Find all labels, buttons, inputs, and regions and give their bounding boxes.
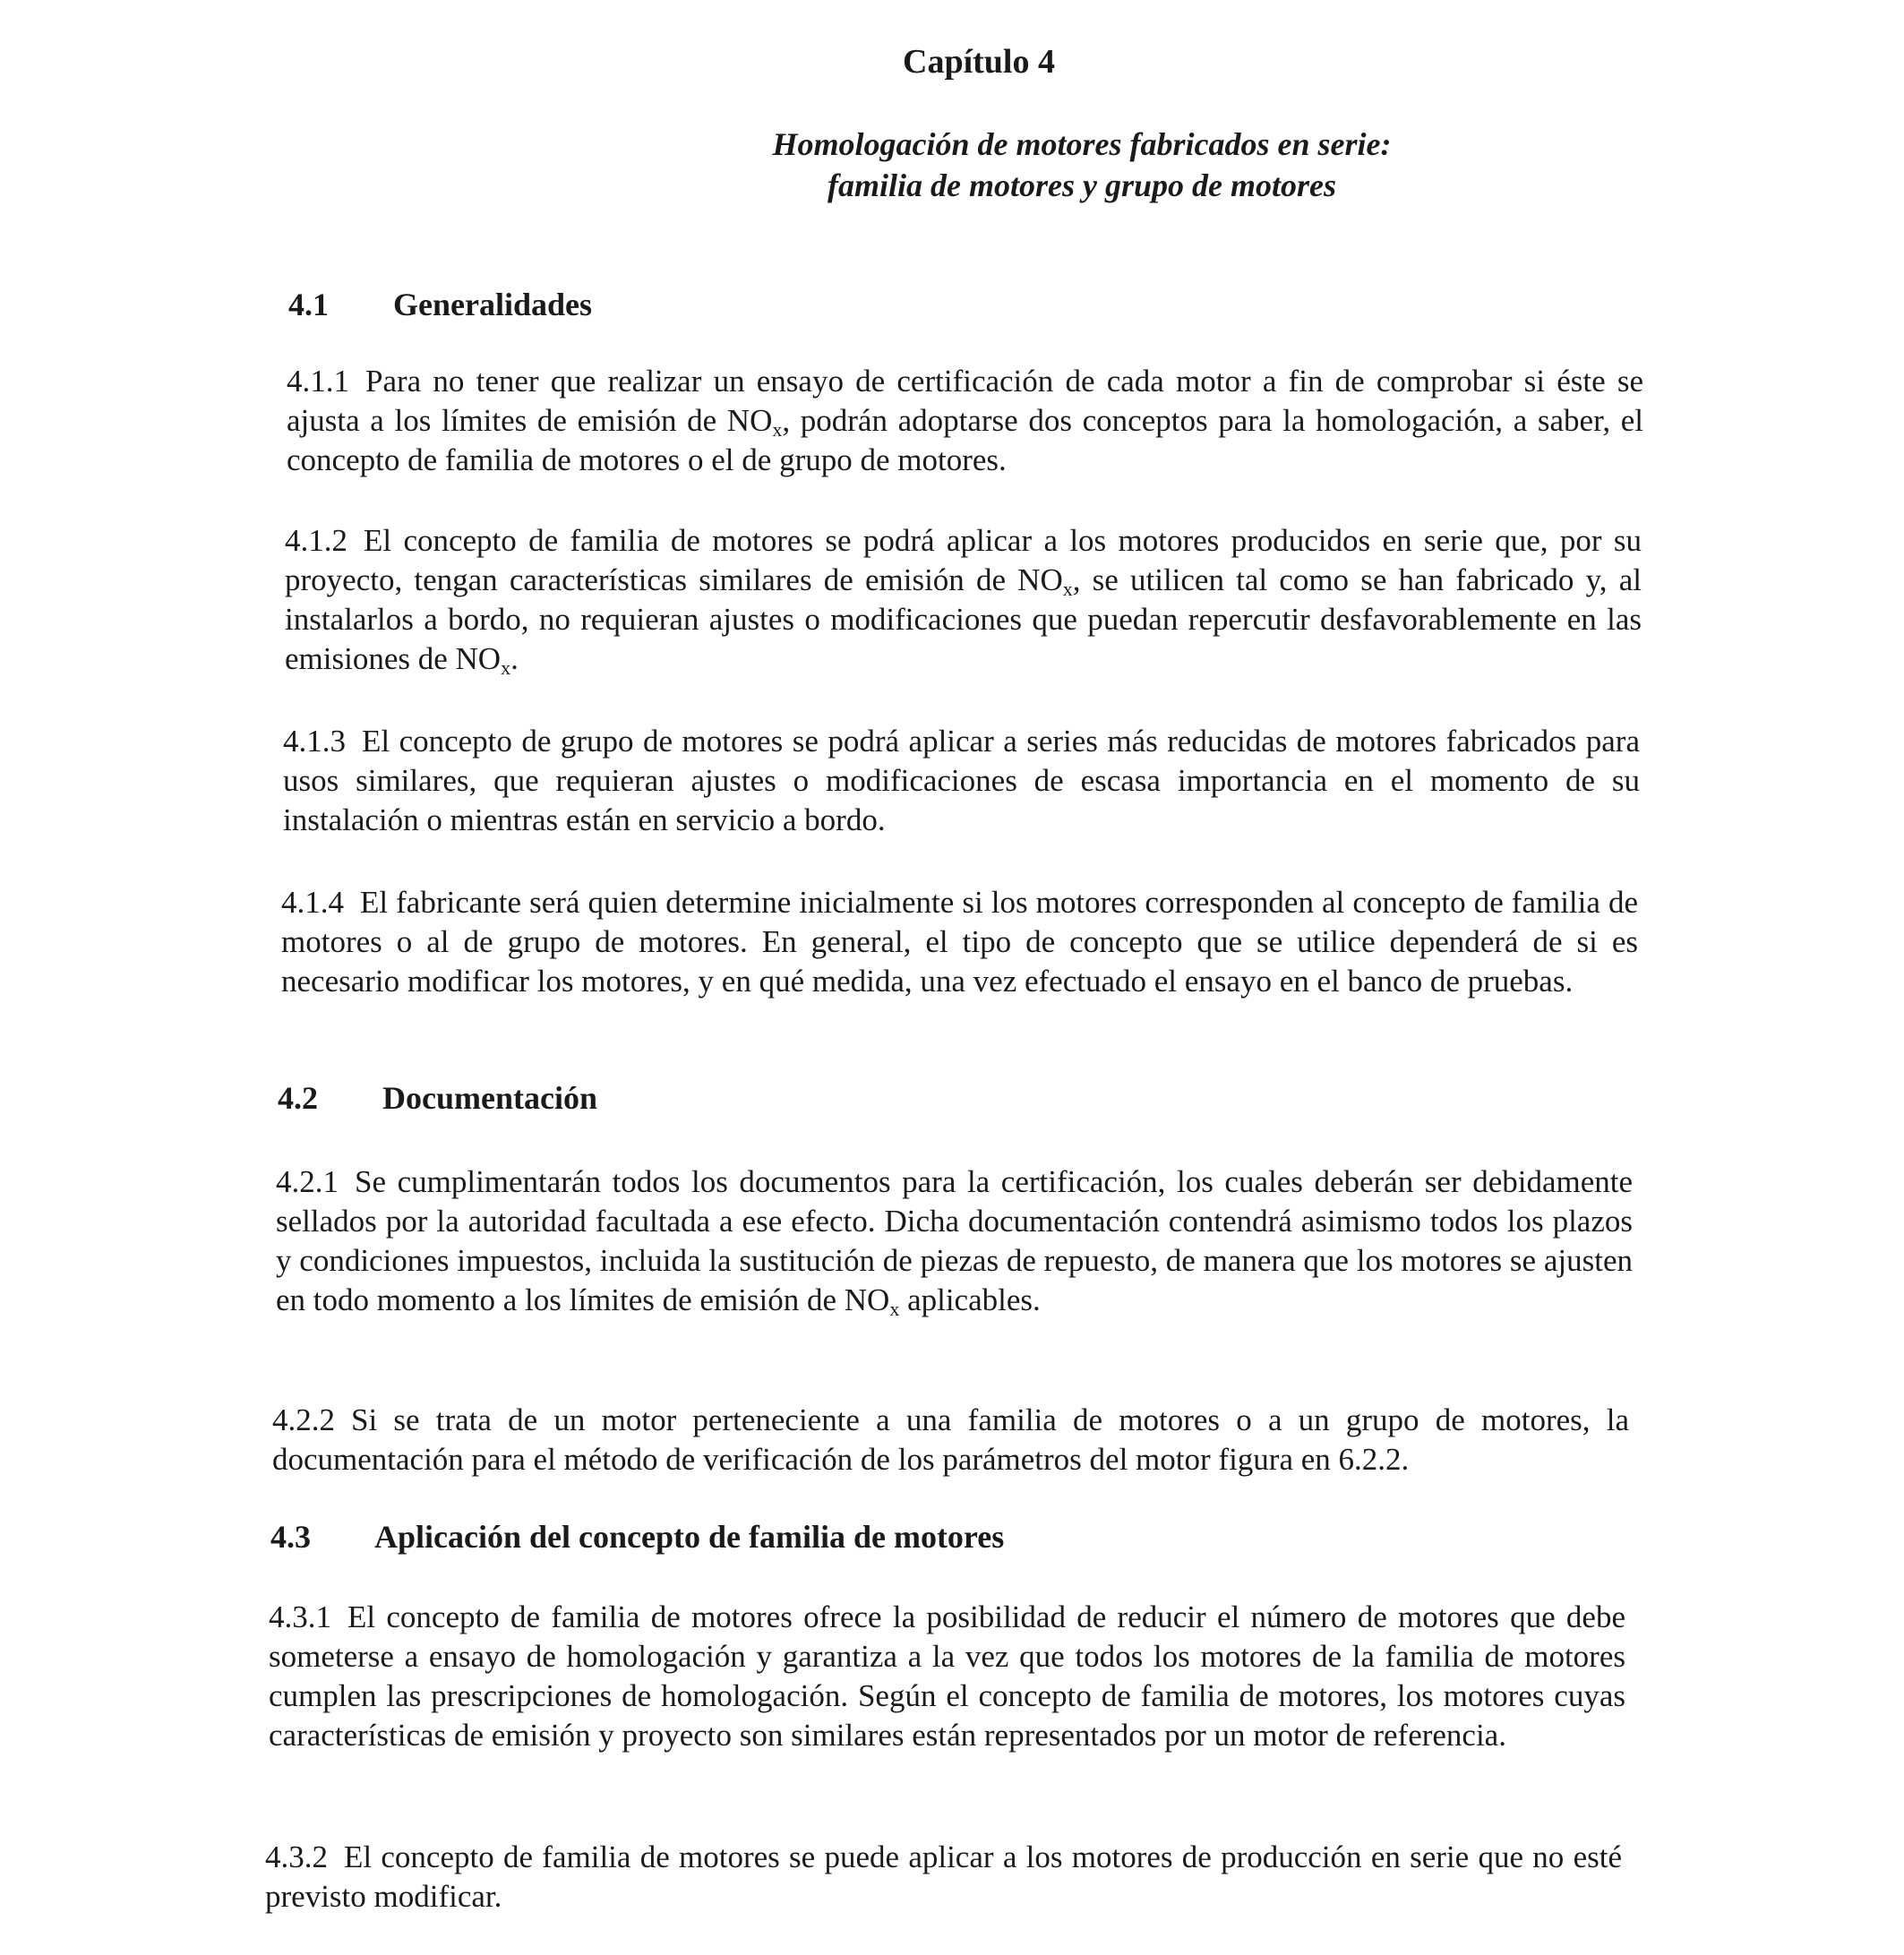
section-title: Generalidades [393,287,592,322]
section-number: 4.3 [270,1519,311,1555]
section-title: Documentación [382,1080,597,1116]
paragraph-number: 4.1.4 [281,885,344,920]
paragraph-text: , se utilicen tal como se han fabricado y, al instalarlos a bordo, no requieran ajustes o modificaciones que puedan repercutir desfavorablemente en las emisiones de NO [285,562,1642,676]
subscript: x [772,418,783,441]
paragraph-4-3-2 [265,1838,1622,1916]
paragraph-4-2-1 [276,1162,1633,1320]
paragraph-4-1-2 [285,521,1642,679]
section-number: 4.1 [288,287,329,322]
paragraph-4-1-4 [281,883,1638,1001]
paragraph-number: 4.1.1 [287,364,349,399]
section-heading-4-2 [278,1078,597,1118]
paragraph-text: El concepto de grupo de motores se podrá aplicar a series más reducidas de motores fabricados para usos similares, que requieran ajustes o modificaciones de escasa importancia en el momento de su instalación o mientras están en servicio a bordo. [283,724,1640,837]
paragraph-number: 4.1.3 [283,724,346,759]
chapter-subtitle [0,124,1904,206]
paragraph-number: 4.2.2 [272,1402,335,1437]
paragraph-text: El concepto de familia de motores se puede aplicar a los motores de producción en serie que no esté previsto modificar. [265,1839,1622,1914]
paragraph-4-2-2 [272,1401,1629,1479]
paragraph-text: Se cumplimentarán todos los documentos para la certificación, los cuales deberán ser debidamente sellados por la autoridad facultada a ese efecto. Dicha documentación contendrá asimismo todos los plazos y condiciones impuestos, incluida la sustitución de piezas de repuesto, de manera que los motores se ajusten en todo momento a los límites de emisión de NO [276,1164,1633,1317]
paragraph-text: El fabricante será quien determine inicialmente si los motores corresponden al concepto de familia de motores o al de grupo de motores. En general, el tipo de concepto que se utilice dependerá de si es necesario modificar los motores, y en qué medida, una vez efectuado el ensayo en el banco de pruebas. [281,885,1638,999]
subtitle-line-2: familia de motores y grupo de motores [828,167,1336,203]
subscript: x [501,656,511,679]
paragraph-number: 4.1.2 [285,523,347,558]
paragraph-4-3-1 [269,1598,1625,1755]
paragraph-number: 4.3.2 [265,1839,328,1874]
section-number: 4.2 [278,1080,318,1116]
section-heading-4-1 [288,285,592,324]
subtitle-line-1: Homologación de motores fabricados en serie: [772,126,1392,162]
paragraph-text: , podrán adoptarse dos conceptos para la homologación, a saber, el concepto de familia de motores o el de grupo de motores. [287,403,1643,477]
paragraph-text: El concepto de familia de motores ofrece la posibilidad de reducir el número de motores que debe someterse a ensayo de homologación y garantiza a la vez que todos los motores de la familia de motores cumplen las prescripciones de homologación. Según el concepto de familia de motores, los motores cuyas características de emisión y proyecto son similares están representados por un motor de referencia. [269,1599,1625,1753]
section-heading-4-3 [270,1517,1004,1556]
paragraph-text: . [510,641,519,676]
subscript: x [1062,578,1073,600]
chapter-title: Capítulo 4 [903,43,1055,81]
section-title: Aplicación del concepto de familia de motores [374,1519,1005,1555]
paragraph-number: 4.2.1 [276,1164,339,1199]
paragraph-text: Para no tener que realizar un ensayo de certificación de cada motor a fin de comprobar si éste se ajusta a los límites de emisión de NO [287,364,1643,438]
paragraph-number: 4.3.1 [269,1599,331,1634]
paragraph-4-1-1 [287,362,1643,480]
subscript: x [889,1298,900,1320]
paragraph-text: aplicables. [899,1282,1041,1317]
paragraph-text: Si se trata de un motor perteneciente a una familia de motores o a un grupo de motores, la documentación para el método de verificación de los parámetros del motor figura en 6.2.2. [272,1402,1629,1477]
paragraph-text: El concepto de familia de motores se podrá aplicar a los motores producidos en serie que, por su proyecto, tengan características similares de emisión de NO [285,523,1642,597]
paragraph-4-1-3 [283,722,1640,840]
